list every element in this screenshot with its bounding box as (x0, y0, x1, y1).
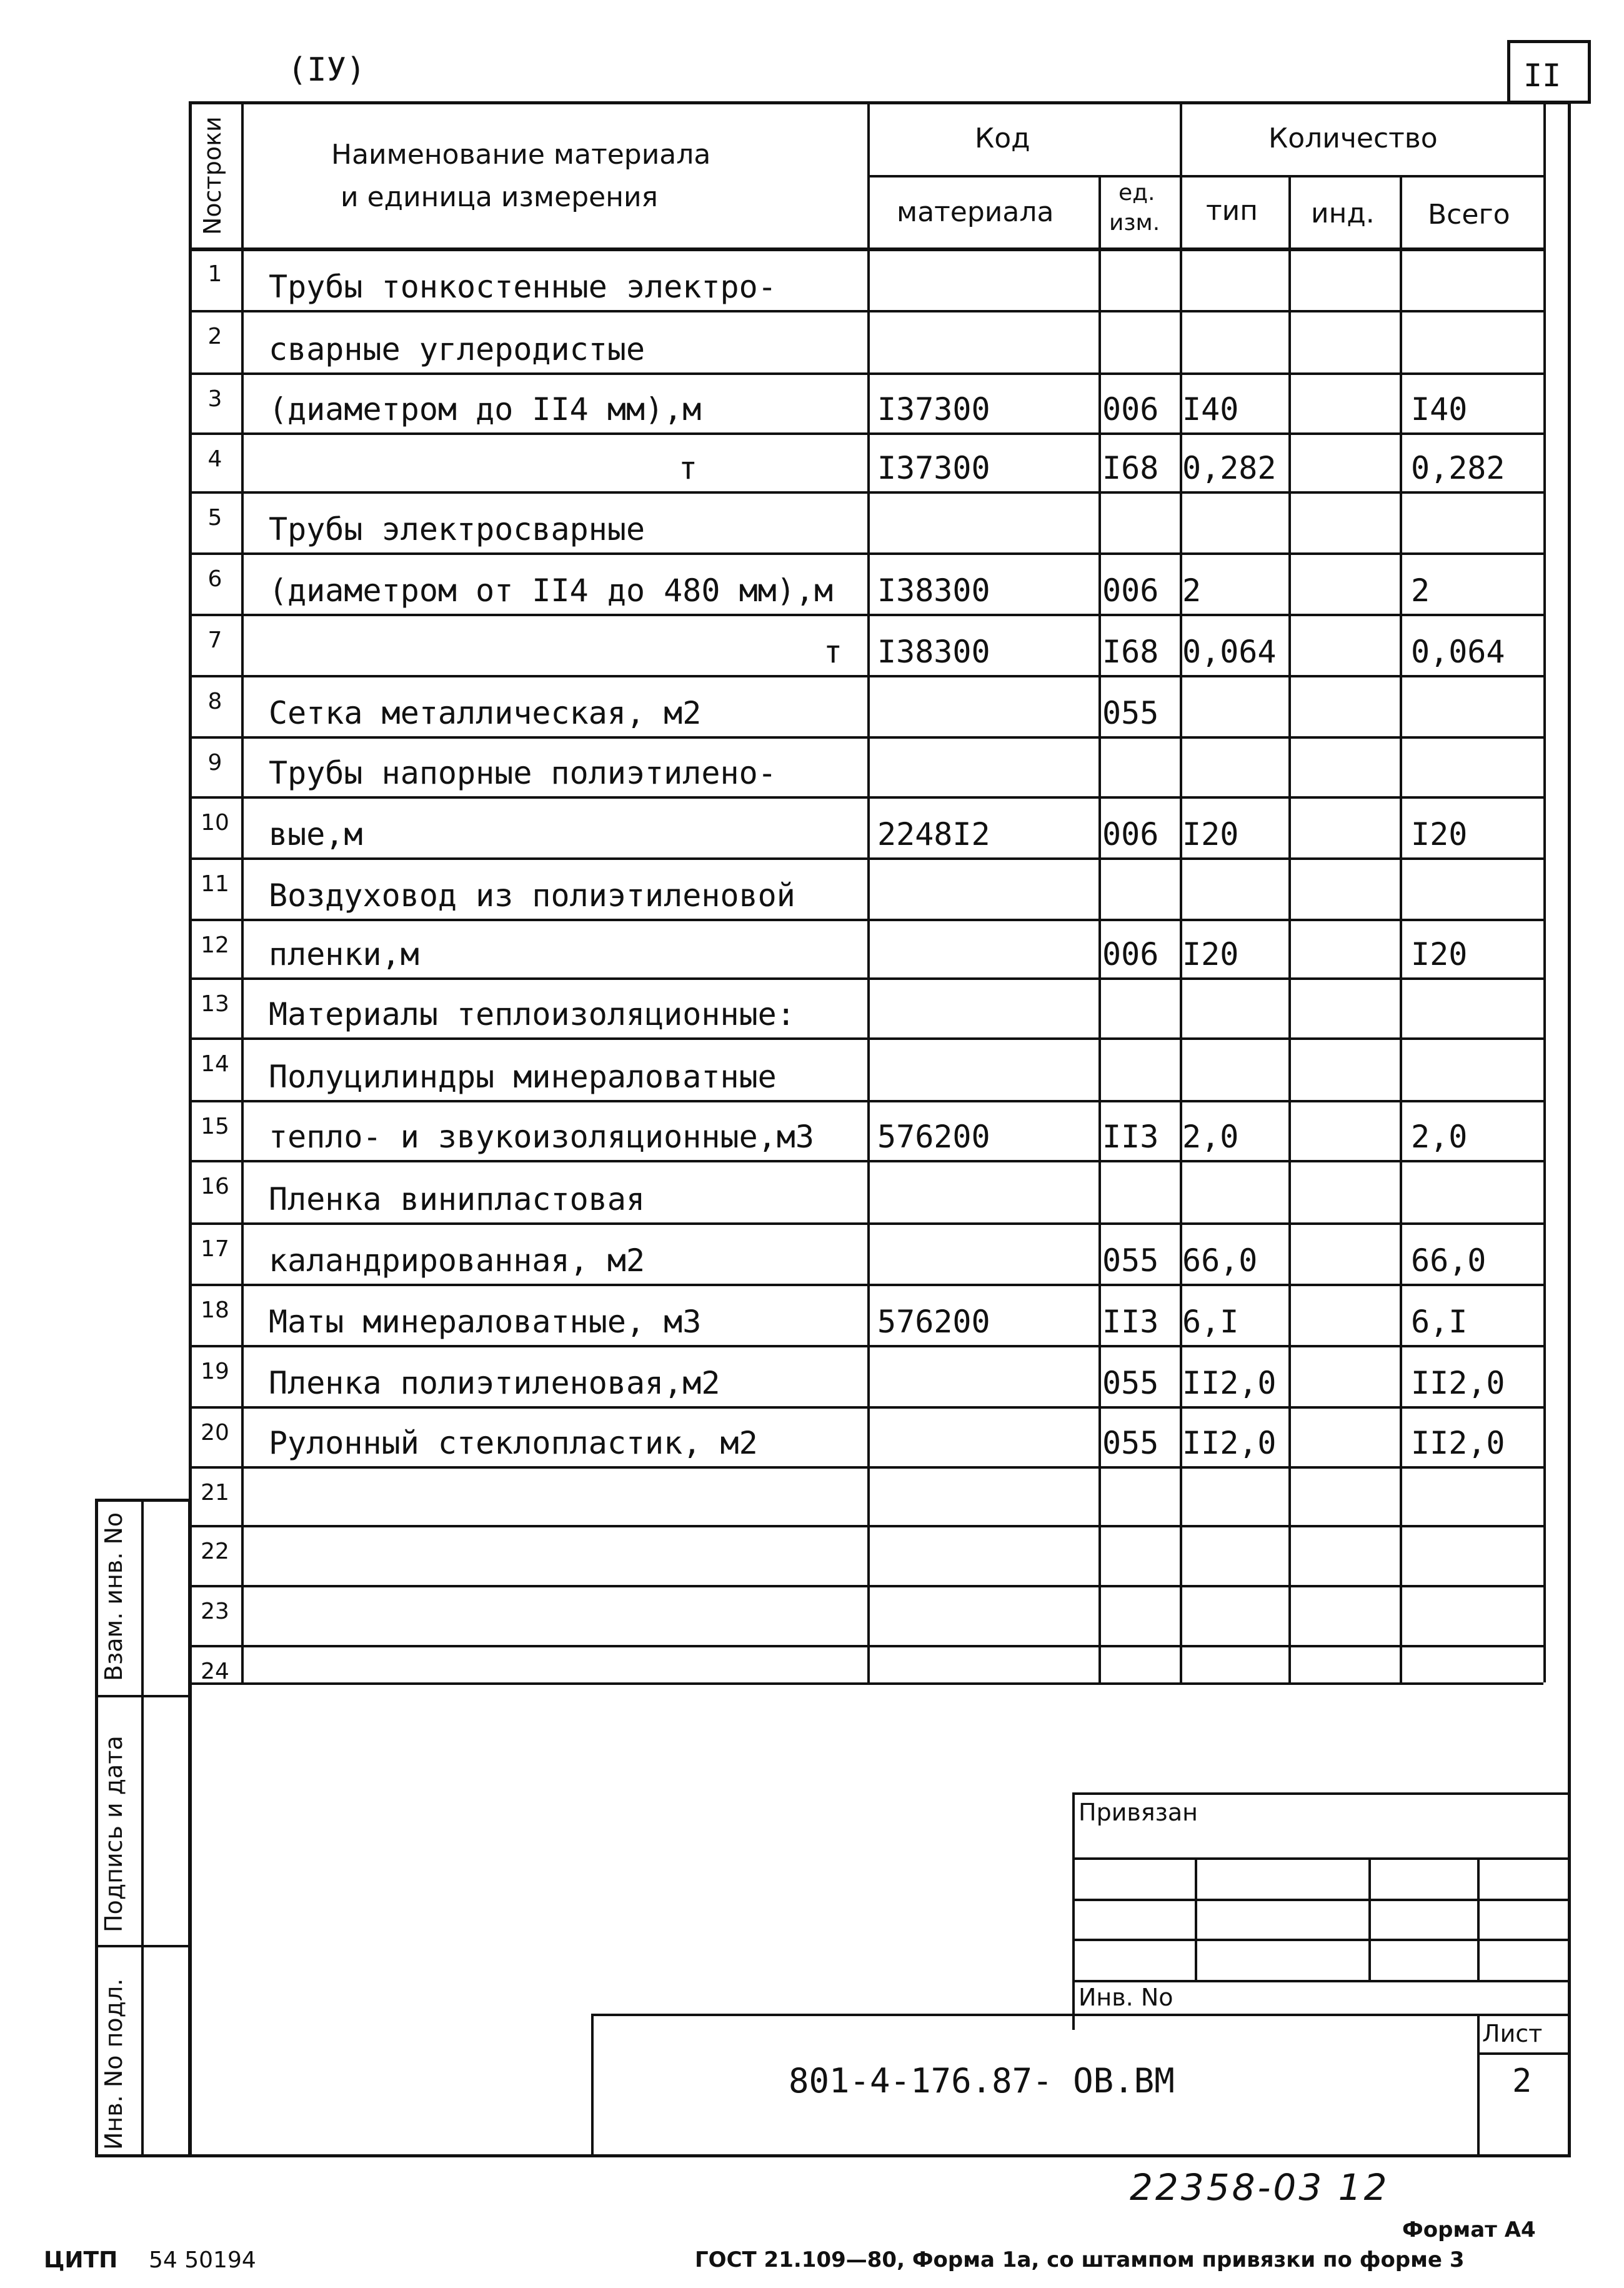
cell-name: Рулонный стеклопластик, м2 (269, 1425, 758, 1461)
handwritten-number: 22358-03 12 (1130, 2166, 1390, 2209)
row-number: 4 (207, 446, 222, 472)
cell-type: II2,0 (1182, 1425, 1277, 1461)
cell-name: Сетка металлическая, м2 (269, 695, 702, 731)
stamp-doc-code: 801-4-176.87- ОВ.ВМ (789, 2061, 1175, 2101)
header-total: Всего (1428, 199, 1510, 231)
row-number: 6 (207, 566, 222, 592)
cell-name: (диаметром от II4 до 480 мм),м (269, 572, 834, 609)
header-unit-2: изм. (1109, 210, 1160, 236)
cell-total: 2 (1411, 572, 1430, 609)
cell-unit: I68 (1102, 634, 1159, 670)
stamp-sheet-no: 2 (1512, 2062, 1532, 2100)
footer-format: Формат А4 (1402, 2217, 1536, 2242)
cell-code: I38300 (877, 634, 990, 670)
cell-code: I38300 (877, 572, 990, 609)
cell-unit: 006 (1102, 936, 1159, 972)
cell-total: 0,282 (1411, 450, 1505, 486)
cell-type: 2,0 (1182, 1119, 1239, 1155)
header-unit-1: ед. (1118, 180, 1155, 206)
cell-code: I37300 (877, 450, 990, 486)
section-label: (IУ) (287, 51, 366, 89)
row-number: 12 (201, 932, 229, 958)
cell-code: 576200 (877, 1304, 990, 1340)
cell-type: 0,064 (1182, 634, 1277, 670)
row-number: 8 (207, 689, 222, 714)
cell-name: (диаметром до II4 мм),м (269, 391, 702, 427)
header-name-line2: и единица измерения (341, 181, 659, 213)
cell-name: Пленка полиэтиленовая,м2 (269, 1365, 720, 1401)
cell-name: Материалы теплоизоляционные: (269, 996, 795, 1032)
cell-name: Воздуховод из полиэтиленовой (269, 877, 795, 914)
row-number: 24 (201, 1659, 229, 1684)
cell-unit: 006 (1102, 391, 1159, 427)
cell-type: 2 (1182, 572, 1202, 609)
header-ind: инд. (1311, 197, 1375, 229)
footer-gost: ГОСТ 21.109—80, Форма 1а, со штампом привязки по форме 3 (695, 2247, 1465, 2272)
cell-code: 2248I2 (877, 816, 990, 852)
row-number: 7 (207, 627, 222, 653)
cell-type: I20 (1182, 936, 1239, 972)
row-number: 9 (207, 750, 222, 776)
row-number: 23 (201, 1599, 229, 1624)
cell-name: Трубы напорные полиэтилено- (269, 755, 777, 791)
cell-unit: 055 (1102, 1425, 1159, 1461)
stamp-inv-no: Инв. No (1079, 1984, 1173, 2011)
cell-unit: 006 (1102, 572, 1159, 609)
cell-name: Маты минераловатные, м3 (269, 1304, 702, 1340)
row-number: 5 (207, 505, 222, 531)
side-label-podpis: Подпись и дата (100, 1736, 127, 1932)
row-number: 19 (201, 1359, 229, 1384)
row-number: 18 (201, 1297, 229, 1323)
row-number: 3 (207, 386, 222, 412)
row-number: 1 (207, 261, 222, 287)
row-number: 22 (201, 1539, 229, 1564)
header-qty: Количество (1268, 122, 1438, 154)
cell-type: 6,I (1182, 1304, 1239, 1340)
footer-org: ЦИТП (44, 2247, 118, 2273)
cell-total: I40 (1411, 391, 1468, 427)
cell-unit: 006 (1102, 816, 1159, 852)
cell-type: I20 (1182, 816, 1239, 852)
cell-name: Трубы тонкостенные электро- (269, 269, 777, 305)
footer-number: 54 50194 (149, 2247, 256, 2273)
header-code: Код (975, 122, 1030, 154)
side-label-inv-podl: Инв. No подл. (100, 1978, 127, 2150)
cell-name: т (679, 450, 698, 486)
cell-unit: II3 (1102, 1119, 1159, 1155)
cell-total: II2,0 (1411, 1425, 1505, 1461)
row-number: 10 (201, 810, 229, 836)
cell-total: 0,064 (1411, 634, 1505, 670)
cell-code: 576200 (877, 1119, 990, 1155)
cell-total: 2,0 (1411, 1119, 1468, 1155)
row-number: 16 (201, 1174, 229, 1199)
cell-total: 66,0 (1411, 1242, 1487, 1279)
cell-type: I40 (1182, 391, 1239, 427)
cell-unit: 055 (1102, 1365, 1159, 1401)
cell-unit: I68 (1102, 450, 1159, 486)
row-number: 21 (201, 1480, 229, 1506)
header-material: материала (897, 196, 1054, 228)
cell-name: пленки,м (269, 936, 419, 972)
cell-unit: II3 (1102, 1304, 1159, 1340)
cell-name: вые,м (269, 816, 363, 852)
cell-total: 6,I (1411, 1304, 1468, 1340)
cell-total: II2,0 (1411, 1365, 1505, 1401)
header-type: тип (1206, 195, 1258, 227)
cell-code: I37300 (877, 391, 990, 427)
row-number: 20 (201, 1420, 229, 1446)
cell-name: Трубы электросварные (269, 511, 645, 547)
row-number: 17 (201, 1236, 229, 1262)
cell-total: I20 (1411, 936, 1468, 972)
row-number: 13 (201, 991, 229, 1017)
header-name-line1: Наименование материала (331, 139, 711, 171)
cell-name: Полуцилиндры минераловатные (269, 1059, 777, 1095)
stamp-privyazan: Привязан (1079, 1799, 1198, 1826)
row-number: 15 (201, 1114, 229, 1139)
cell-name: сварные углеродистые (269, 331, 645, 367)
sheet-corner-number: II (1523, 57, 1562, 94)
side-label-vzam: Взам. инв. No (100, 1512, 127, 1681)
cell-unit: 055 (1102, 695, 1159, 731)
cell-type: 0,282 (1182, 450, 1277, 486)
cell-name: тепло- и звукоизоляционные,м3 (269, 1119, 814, 1155)
cell-name: т (824, 634, 843, 670)
row-number: 11 (201, 871, 229, 897)
cell-name: Пленка винипластовая (269, 1181, 645, 1217)
row-number: 14 (201, 1051, 229, 1077)
cell-type: II2,0 (1182, 1365, 1277, 1401)
cell-unit: 055 (1102, 1242, 1159, 1279)
header-row-no: Noстроки (199, 116, 226, 235)
cell-type: 66,0 (1182, 1242, 1258, 1279)
cell-name: каландрированная, м2 (269, 1242, 645, 1279)
row-number: 2 (207, 324, 222, 349)
stamp-sheet-label: Лист (1482, 2020, 1543, 2047)
cell-total: I20 (1411, 816, 1468, 852)
